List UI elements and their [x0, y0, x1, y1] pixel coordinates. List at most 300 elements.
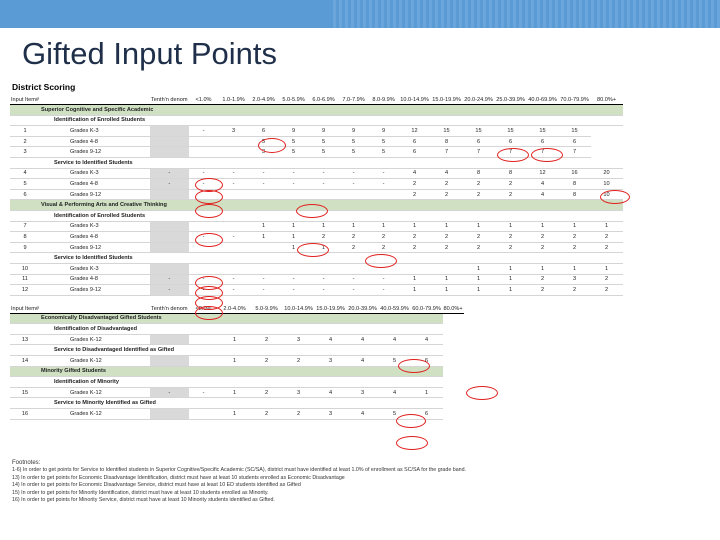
red-circle-mark [398, 359, 430, 373]
row-label: Grades K-12 [40, 387, 150, 398]
row-label: Service to Minority Identified as Gifted [40, 398, 443, 409]
point-cell: 1 [495, 221, 527, 232]
row-label: Grades 4-8 [40, 232, 150, 243]
table-row [10, 179, 623, 190]
point-cell [431, 263, 463, 274]
header-cell: 5.0-5.9% [279, 93, 309, 105]
point-cell [150, 263, 189, 274]
item-cell [10, 398, 40, 409]
point-cell: 6 [527, 136, 559, 147]
point-cell: 2 [251, 387, 283, 398]
point-cell: 5 [379, 409, 411, 420]
point-cell: 15 [559, 126, 591, 137]
point-cell: 10 [591, 189, 623, 200]
red-circle-mark [195, 233, 223, 247]
header-cell: <1.0% [189, 93, 219, 105]
point-cell: 2 [591, 274, 623, 285]
header-cell: 15.0-19.9% [315, 302, 347, 314]
point-cell: 6 [249, 126, 279, 137]
item-number: 1 [10, 126, 40, 137]
header-cell: 70.0-79.9% [559, 93, 591, 105]
scoring-document [10, 82, 710, 420]
point-cell [309, 263, 339, 274]
point-cell: 7 [463, 147, 495, 158]
point-cell: - [219, 274, 249, 285]
point-cell: 2 [591, 242, 623, 253]
point-cell [150, 136, 189, 147]
point-cell: - [219, 232, 249, 243]
point-cell: 4 [431, 168, 463, 179]
point-cell: 5 [369, 147, 399, 158]
point-cell: 9 [369, 126, 399, 137]
table-row [10, 334, 464, 345]
point-cell: 2 [369, 232, 399, 243]
point-cell [150, 147, 189, 158]
item-number: 8 [10, 232, 40, 243]
point-cell: - [339, 179, 369, 190]
point-cell: 4 [411, 334, 443, 345]
point-cell: 3 [347, 387, 379, 398]
header-cell: 10.0-14.9% [283, 302, 315, 314]
point-cell: - [189, 179, 219, 190]
header-cell: 20.0-39.9% [347, 302, 379, 314]
point-cell: 5 [339, 136, 369, 147]
header-cell: 40.0-69.9% [527, 93, 559, 105]
point-cell [369, 189, 399, 200]
point-cell: 2 [431, 179, 463, 190]
point-cell: 1 [219, 387, 251, 398]
point-cell: 2 [283, 356, 315, 367]
point-cell: 8 [495, 168, 527, 179]
red-circle-mark [497, 148, 529, 162]
point-cell: 2 [399, 179, 431, 190]
point-cell [189, 334, 219, 345]
point-cell: 6 [399, 147, 431, 158]
point-cell: 5 [379, 356, 411, 367]
header-cell: 20.0-24.9% [463, 93, 495, 105]
point-cell [189, 356, 219, 367]
point-cell [279, 263, 309, 274]
point-cell: 2 [591, 285, 623, 296]
point-cell [189, 136, 219, 147]
point-cell: - [219, 285, 249, 296]
point-cell: 1 [559, 221, 591, 232]
point-cell: 5 [369, 136, 399, 147]
red-circle-mark [195, 190, 223, 204]
point-cell [150, 334, 189, 345]
point-cell: 2 [431, 242, 463, 253]
point-cell [309, 189, 339, 200]
point-cell [189, 409, 219, 420]
point-cell: - [339, 285, 369, 296]
point-cell: - [189, 285, 219, 296]
item-cell [10, 157, 40, 168]
point-cell: 2 [283, 409, 315, 420]
row-label: Grades 9-12 [40, 285, 150, 296]
title-bar-stripe [330, 0, 720, 28]
point-cell: 2 [251, 409, 283, 420]
red-circle-mark [531, 148, 563, 162]
point-cell: - [369, 168, 399, 179]
item-number: 13 [10, 334, 40, 345]
point-cell [399, 263, 431, 274]
red-circle-mark [195, 306, 223, 320]
row-label: Grades 9-12 [40, 147, 150, 158]
item-cell [10, 105, 40, 116]
point-cell: 1 [431, 285, 463, 296]
row-label: Grades K-12 [40, 356, 150, 367]
item-number: 12 [10, 285, 40, 296]
footnotes [12, 460, 612, 504]
point-cell: 2 [527, 274, 559, 285]
point-cell: 1 [219, 334, 251, 345]
row-label: Service to Disadvantaged Identified as Gifted [40, 345, 443, 356]
point-cell: 8 [431, 136, 463, 147]
point-cell: 1 [463, 263, 495, 274]
row-label: Grades K-12 [40, 334, 150, 345]
point-cell [189, 147, 219, 158]
header-cell: 2.0-4.9% [249, 93, 279, 105]
point-cell [219, 242, 249, 253]
point-cell: 2 [369, 242, 399, 253]
header-row [10, 302, 464, 314]
point-cell: 1 [431, 274, 463, 285]
point-cell: 1 [495, 274, 527, 285]
point-cell: 3 [315, 356, 347, 367]
point-cell: 2 [559, 285, 591, 296]
item-cell [10, 377, 40, 388]
item-cell [10, 366, 40, 377]
point-cell: 15 [495, 126, 527, 137]
district-scoring-table [10, 93, 623, 296]
point-cell [249, 263, 279, 274]
point-cell: 2 [251, 356, 283, 367]
point-cell: 15 [463, 126, 495, 137]
point-cell: - [219, 168, 249, 179]
point-cell: 1 [279, 242, 309, 253]
item-number: 15 [10, 387, 40, 398]
point-cell: 5 [249, 136, 279, 147]
point-cell: - [369, 179, 399, 190]
point-cell: 7 [495, 147, 527, 158]
section-row [10, 105, 623, 116]
point-cell: - [189, 387, 219, 398]
point-cell: 2 [495, 179, 527, 190]
point-cell: 1 [399, 274, 431, 285]
point-cell: - [189, 168, 219, 179]
point-cell [150, 356, 189, 367]
red-circle-mark [600, 190, 630, 204]
point-cell: 4 [347, 334, 379, 345]
point-cell: 10 [591, 179, 623, 190]
point-cell: - [279, 274, 309, 285]
point-cell: 2 [431, 189, 463, 200]
item-cell [10, 313, 40, 324]
point-cell: 2 [431, 232, 463, 243]
point-cell [219, 147, 249, 158]
row-label: Visual & Performing Arts and Creative Thinking [40, 200, 623, 211]
point-cell [279, 189, 309, 200]
row-label: Identification of Enrolled Students [40, 115, 623, 126]
point-cell: 16 [559, 168, 591, 179]
point-cell: 9 [339, 126, 369, 137]
point-cell: 1 [309, 242, 339, 253]
point-cell: 1 [279, 232, 309, 243]
point-cell [150, 126, 189, 137]
header-cell: 60.0-79.9% [411, 302, 443, 314]
point-cell: 4 [315, 387, 347, 398]
point-cell [339, 189, 369, 200]
point-cell: 6 [559, 136, 591, 147]
point-cell: 4 [399, 168, 431, 179]
point-cell: 2 [495, 232, 527, 243]
point-cell: 2 [399, 189, 431, 200]
point-cell: - [150, 285, 189, 296]
item-cell [10, 253, 40, 264]
footnote-line: 16) In order to get points for Minority Service, district must have at least 10 Minority students identified as Gifted. [12, 497, 275, 504]
row-label: Identification of Enrolled Students [40, 210, 623, 221]
header-cell: Tenth'n denom [150, 93, 189, 105]
table-row [10, 263, 623, 274]
item-number: 16 [10, 409, 40, 420]
point-cell: 5 [309, 136, 339, 147]
item-cell [10, 115, 40, 126]
point-cell: 1 [559, 263, 591, 274]
row-label: Grades 4-8 [40, 136, 150, 147]
red-circle-mark [466, 386, 498, 400]
item-number: 11 [10, 274, 40, 285]
red-circle-mark [396, 436, 428, 450]
item-number: 4 [10, 168, 40, 179]
point-cell: 15 [431, 126, 463, 137]
header-cell: 7.0-7.9% [339, 93, 369, 105]
point-cell: - [189, 232, 219, 243]
point-cell: - [150, 274, 189, 285]
point-cell: - [369, 285, 399, 296]
point-cell [150, 232, 189, 243]
table-row [10, 409, 464, 420]
point-cell: 3 [283, 334, 315, 345]
point-cell [219, 136, 249, 147]
point-cell: 1 [527, 263, 559, 274]
point-cell: 1 [463, 221, 495, 232]
point-cell: - [249, 168, 279, 179]
point-cell: 1 [219, 356, 251, 367]
item-cell [10, 200, 40, 211]
point-cell: - [219, 179, 249, 190]
red-circle-mark [297, 243, 329, 257]
point-cell: 6 [463, 136, 495, 147]
point-cell: - [279, 179, 309, 190]
point-cell: - [339, 168, 369, 179]
point-cell: 1 [249, 221, 279, 232]
item-cell [10, 324, 40, 335]
item-cell [10, 210, 40, 221]
point-cell: 2 [463, 242, 495, 253]
footnote-list [12, 467, 612, 504]
point-cell: 4 [379, 387, 411, 398]
point-cell: 5 [339, 147, 369, 158]
point-cell: 2 [309, 232, 339, 243]
row-label: Grades K-3 [40, 263, 150, 274]
document-title: District Scoring [12, 82, 76, 92]
point-cell [249, 242, 279, 253]
point-cell: 8 [463, 168, 495, 179]
point-cell: 7 [527, 147, 559, 158]
row-label: Grades K-3 [40, 126, 150, 137]
header-cell [40, 93, 150, 105]
table-row [10, 356, 464, 367]
table-row [10, 168, 623, 179]
point-cell: 6 [495, 136, 527, 147]
point-cell [219, 263, 249, 274]
header-row [10, 93, 623, 105]
item-number: 6 [10, 189, 40, 200]
red-circle-mark [296, 204, 328, 218]
point-cell [150, 409, 189, 420]
row-label: Service to Identified Students [40, 157, 623, 168]
point-cell: 1 [591, 221, 623, 232]
row-label: Identification of Disadvantaged [40, 324, 443, 335]
item-number: 3 [10, 147, 40, 158]
point-cell: 1 [249, 232, 279, 243]
table-row [10, 285, 623, 296]
header-cell: 1.0-1.9% [219, 93, 249, 105]
point-cell: - [309, 274, 339, 285]
section-row [10, 313, 464, 324]
point-cell: 4 [347, 356, 379, 367]
point-cell: 2 [527, 232, 559, 243]
point-cell: 3 [249, 147, 279, 158]
table-row [10, 274, 623, 285]
point-cell: 3 [315, 409, 347, 420]
point-cell: 2 [463, 189, 495, 200]
point-cell: 9 [279, 126, 309, 137]
point-cell: 3 [559, 274, 591, 285]
red-circle-mark [365, 254, 397, 268]
slide-title: Gifted Input Points [22, 36, 278, 71]
section-row [10, 366, 464, 377]
table-row [10, 387, 464, 398]
point-cell [219, 189, 249, 200]
point-cell: 4 [315, 334, 347, 345]
header-cell: Tenth'n denom [150, 302, 189, 314]
point-cell: 1 [463, 285, 495, 296]
subsection-row [10, 157, 623, 168]
footnote-line: 13) In order to get points for Economic Disadvantage Identification, district must have at least 10 students enrolled as Economic Disadvantage [12, 474, 345, 481]
header-cell: 10.0-14.9% [399, 93, 431, 105]
header-cell: 40.0-59.9% [379, 302, 411, 314]
point-cell: 4 [347, 409, 379, 420]
item-number: 5 [10, 179, 40, 190]
point-cell [189, 263, 219, 274]
point-cell: 1 [527, 221, 559, 232]
point-cell: 1 [495, 285, 527, 296]
point-cell: 3 [283, 387, 315, 398]
item-number: 9 [10, 242, 40, 253]
point-cell: 4 [527, 179, 559, 190]
point-cell: - [150, 168, 189, 179]
header-cell: 15.0-19.9% [431, 93, 463, 105]
point-cell: 8 [559, 189, 591, 200]
point-cell: 1 [369, 221, 399, 232]
point-cell: 1 [219, 409, 251, 420]
item-number: 2 [10, 136, 40, 147]
point-cell: - [249, 285, 279, 296]
red-circle-mark [195, 204, 223, 218]
table-row [10, 136, 623, 147]
point-cell: 1 [339, 221, 369, 232]
point-cell: 1 [309, 221, 339, 232]
row-label: Economically Disadvantaged Gifted Students [40, 313, 443, 324]
point-cell: 5 [309, 147, 339, 158]
point-cell: 1 [495, 263, 527, 274]
point-cell: 2 [591, 232, 623, 243]
point-cell: 1 [463, 274, 495, 285]
subsection-row [10, 345, 464, 356]
header-cell: Input Item# [10, 93, 40, 105]
point-cell: 1 [591, 263, 623, 274]
point-cell: 7 [559, 147, 591, 158]
point-cell: 1 [399, 285, 431, 296]
table-row [10, 189, 623, 200]
point-cell: 2 [463, 232, 495, 243]
item-number: 10 [10, 263, 40, 274]
point-cell: 20 [591, 168, 623, 179]
point-cell [219, 221, 249, 232]
point-cell [249, 189, 279, 200]
point-cell: 1 [431, 221, 463, 232]
subsection-row [10, 324, 464, 335]
row-label: Grades 4-8 [40, 274, 150, 285]
title-bar [0, 0, 720, 28]
red-circle-mark [396, 414, 426, 428]
point-cell: - [249, 179, 279, 190]
footnote-line: 14) In order to get points for Economic Disadvantage Service, district must have at least 10 ED students identified as Gifted [12, 482, 301, 489]
point-cell: - [309, 179, 339, 190]
point-cell: 6 [411, 356, 443, 367]
point-cell: - [369, 274, 399, 285]
point-cell [150, 221, 189, 232]
point-cell: 2 [495, 189, 527, 200]
row-label: Grades K-3 [40, 168, 150, 179]
point-cell: - [189, 274, 219, 285]
item-cell [10, 345, 40, 356]
point-cell: 2 [251, 334, 283, 345]
row-label: Grades 9-12 [40, 189, 150, 200]
row-label: Grades 9-12 [40, 242, 150, 253]
point-cell: 1 [279, 221, 309, 232]
header-cell: 80.0%+ [443, 302, 464, 314]
point-cell: - [189, 126, 219, 137]
header-cell: 2.0-4.0% [219, 302, 251, 314]
point-cell: 2 [527, 242, 559, 253]
point-cell: 6 [399, 136, 431, 147]
point-cell: - [279, 168, 309, 179]
header-cell: <2.0% [189, 302, 219, 314]
point-cell: - [150, 179, 189, 190]
point-cell: - [249, 274, 279, 285]
subsection-row [10, 115, 623, 126]
point-cell [189, 221, 219, 232]
point-cell: 2 [559, 232, 591, 243]
row-label: Grades 4-8 [40, 179, 150, 190]
point-cell: 8 [559, 179, 591, 190]
point-cell: 4 [527, 189, 559, 200]
point-cell: 4 [379, 334, 411, 345]
header-cell: Input Item# [10, 302, 40, 314]
header-cell: 6.0-6.9% [309, 93, 339, 105]
